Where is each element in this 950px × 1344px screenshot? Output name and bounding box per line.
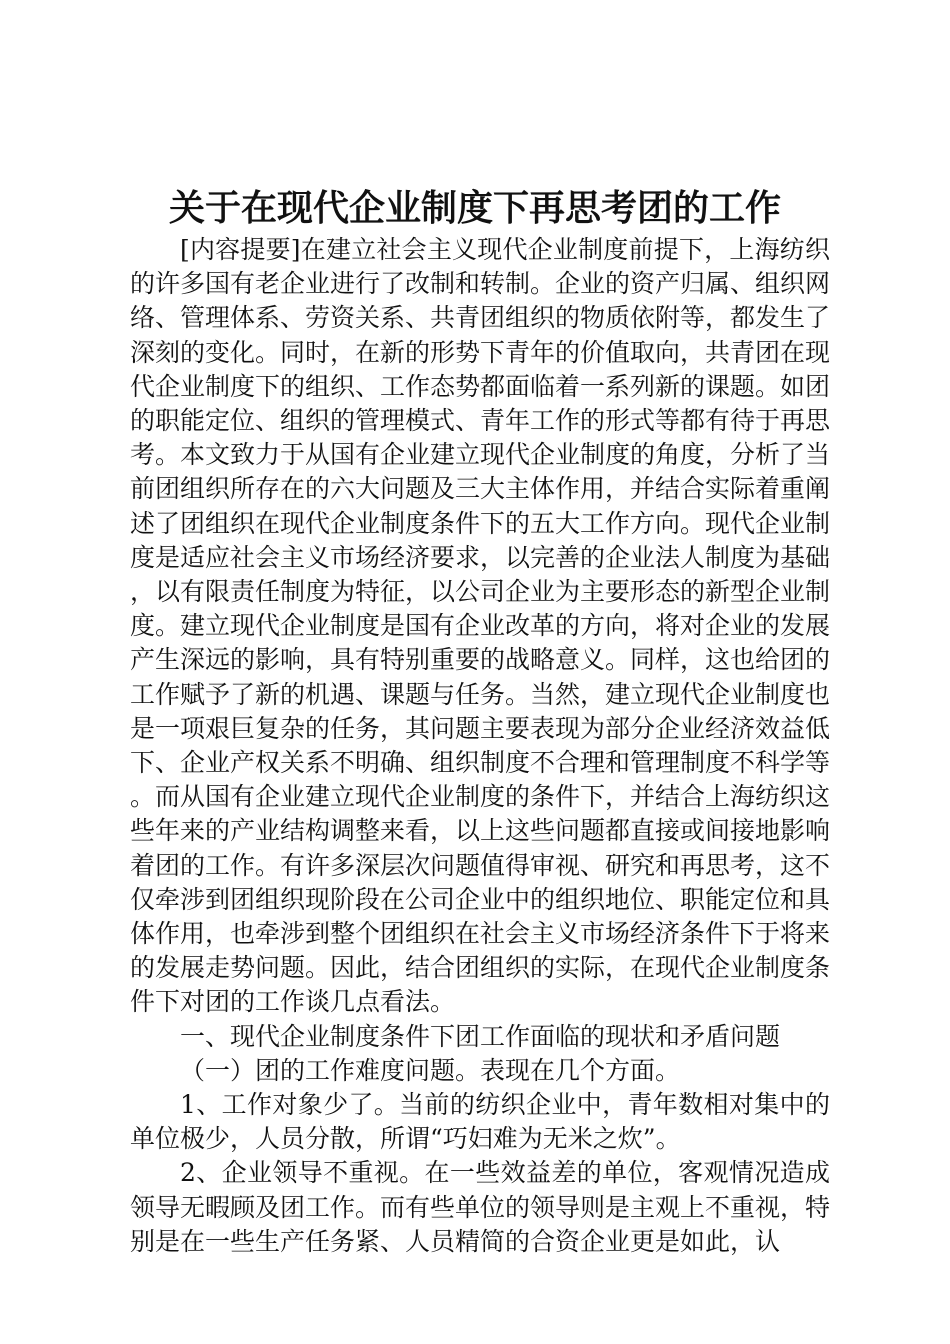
document-title: 关于在现代企业制度下再思考团的工作 xyxy=(168,187,781,229)
paragraph-subsection-heading: （一）团的工作难度问题。表现在几个方面。 xyxy=(180,1055,681,1085)
paragraph-point-2: 2、企业领导不重视。在一些效益差的单位，客观情况造成领导无暇顾及团工作。而有些单位的领导则是主观上不重视，特别是在一些生产任务紧、人员精简的合资企业更是如此，认 xyxy=(130,1158,831,1256)
paragraph-section-heading: 一、现代企业制度条件下团工作面临的现状和矛盾问题 xyxy=(180,1021,781,1051)
paragraph-abstract: [内容提要]在建立社会主义现代企业制度前提下，上海纺织的许多国有老企业进行了改制和转制。企业的资产归属、组织网络、管理体系、劳资关系、共青团组织的物质依附等，都发生了深刻的变化。同时，在新的形势下青年的价值取向，共青团在现代企业制度下的组织、工作态势都面临着一系列新的课题。如团的职能定位、组织的管理模式、青年工作的形式等都有待于再思考。本文致力于从国有企业建立现代企业制度的角度，分析了当前团组织所存在的六大问题及三大主体作用，并结合实际着重阐述了团组织在现代企业制度条件下的五大工作方向。现代企业制度是适应社会主义市场经济要求，以完善的企业法人制度为基础，以有限责任制度为特征，以公司企业为主要形态的新型企业制度。建立现代企业制度是国有企业改革的方向，将对企业的发展产生深远的影响，具有特别重要的战略意义。同样，这也给团的工作赋予了新的机遇、课题与任务。当然，建立现代企业制度也是一项艰巨复杂的任务，其问题主要表现为部分企业经济效益低下、企业产权关系不明确、组织制度不合理和管理制度不科学等。而从国有企业建立现代企业制度的条件下，并结合上海纺织这些年来的产业结构调整来看，以上这些问题都直接或间接地影响着团的工作。有许多深层次问题值得审视、研究和再思考，这不仅牵涉到团组织现阶段在公司企业中的组织地位、职能定位和具体作用，也牵涉到整个团组织在社会主义市场经济条件下于将来的发展走势问题。因此，结合团组织的实际，在现代企业制度条件下对团的工作谈几点看法。 xyxy=(130,235,831,1017)
document-body xyxy=(130,233,830,1259)
paragraph-point-1: 1、工作对象少了。当前的纺织企业中，青年数相对集中的单位极少，人员分散，所谓“巧妇难为无米之炊”。 xyxy=(130,1090,830,1154)
